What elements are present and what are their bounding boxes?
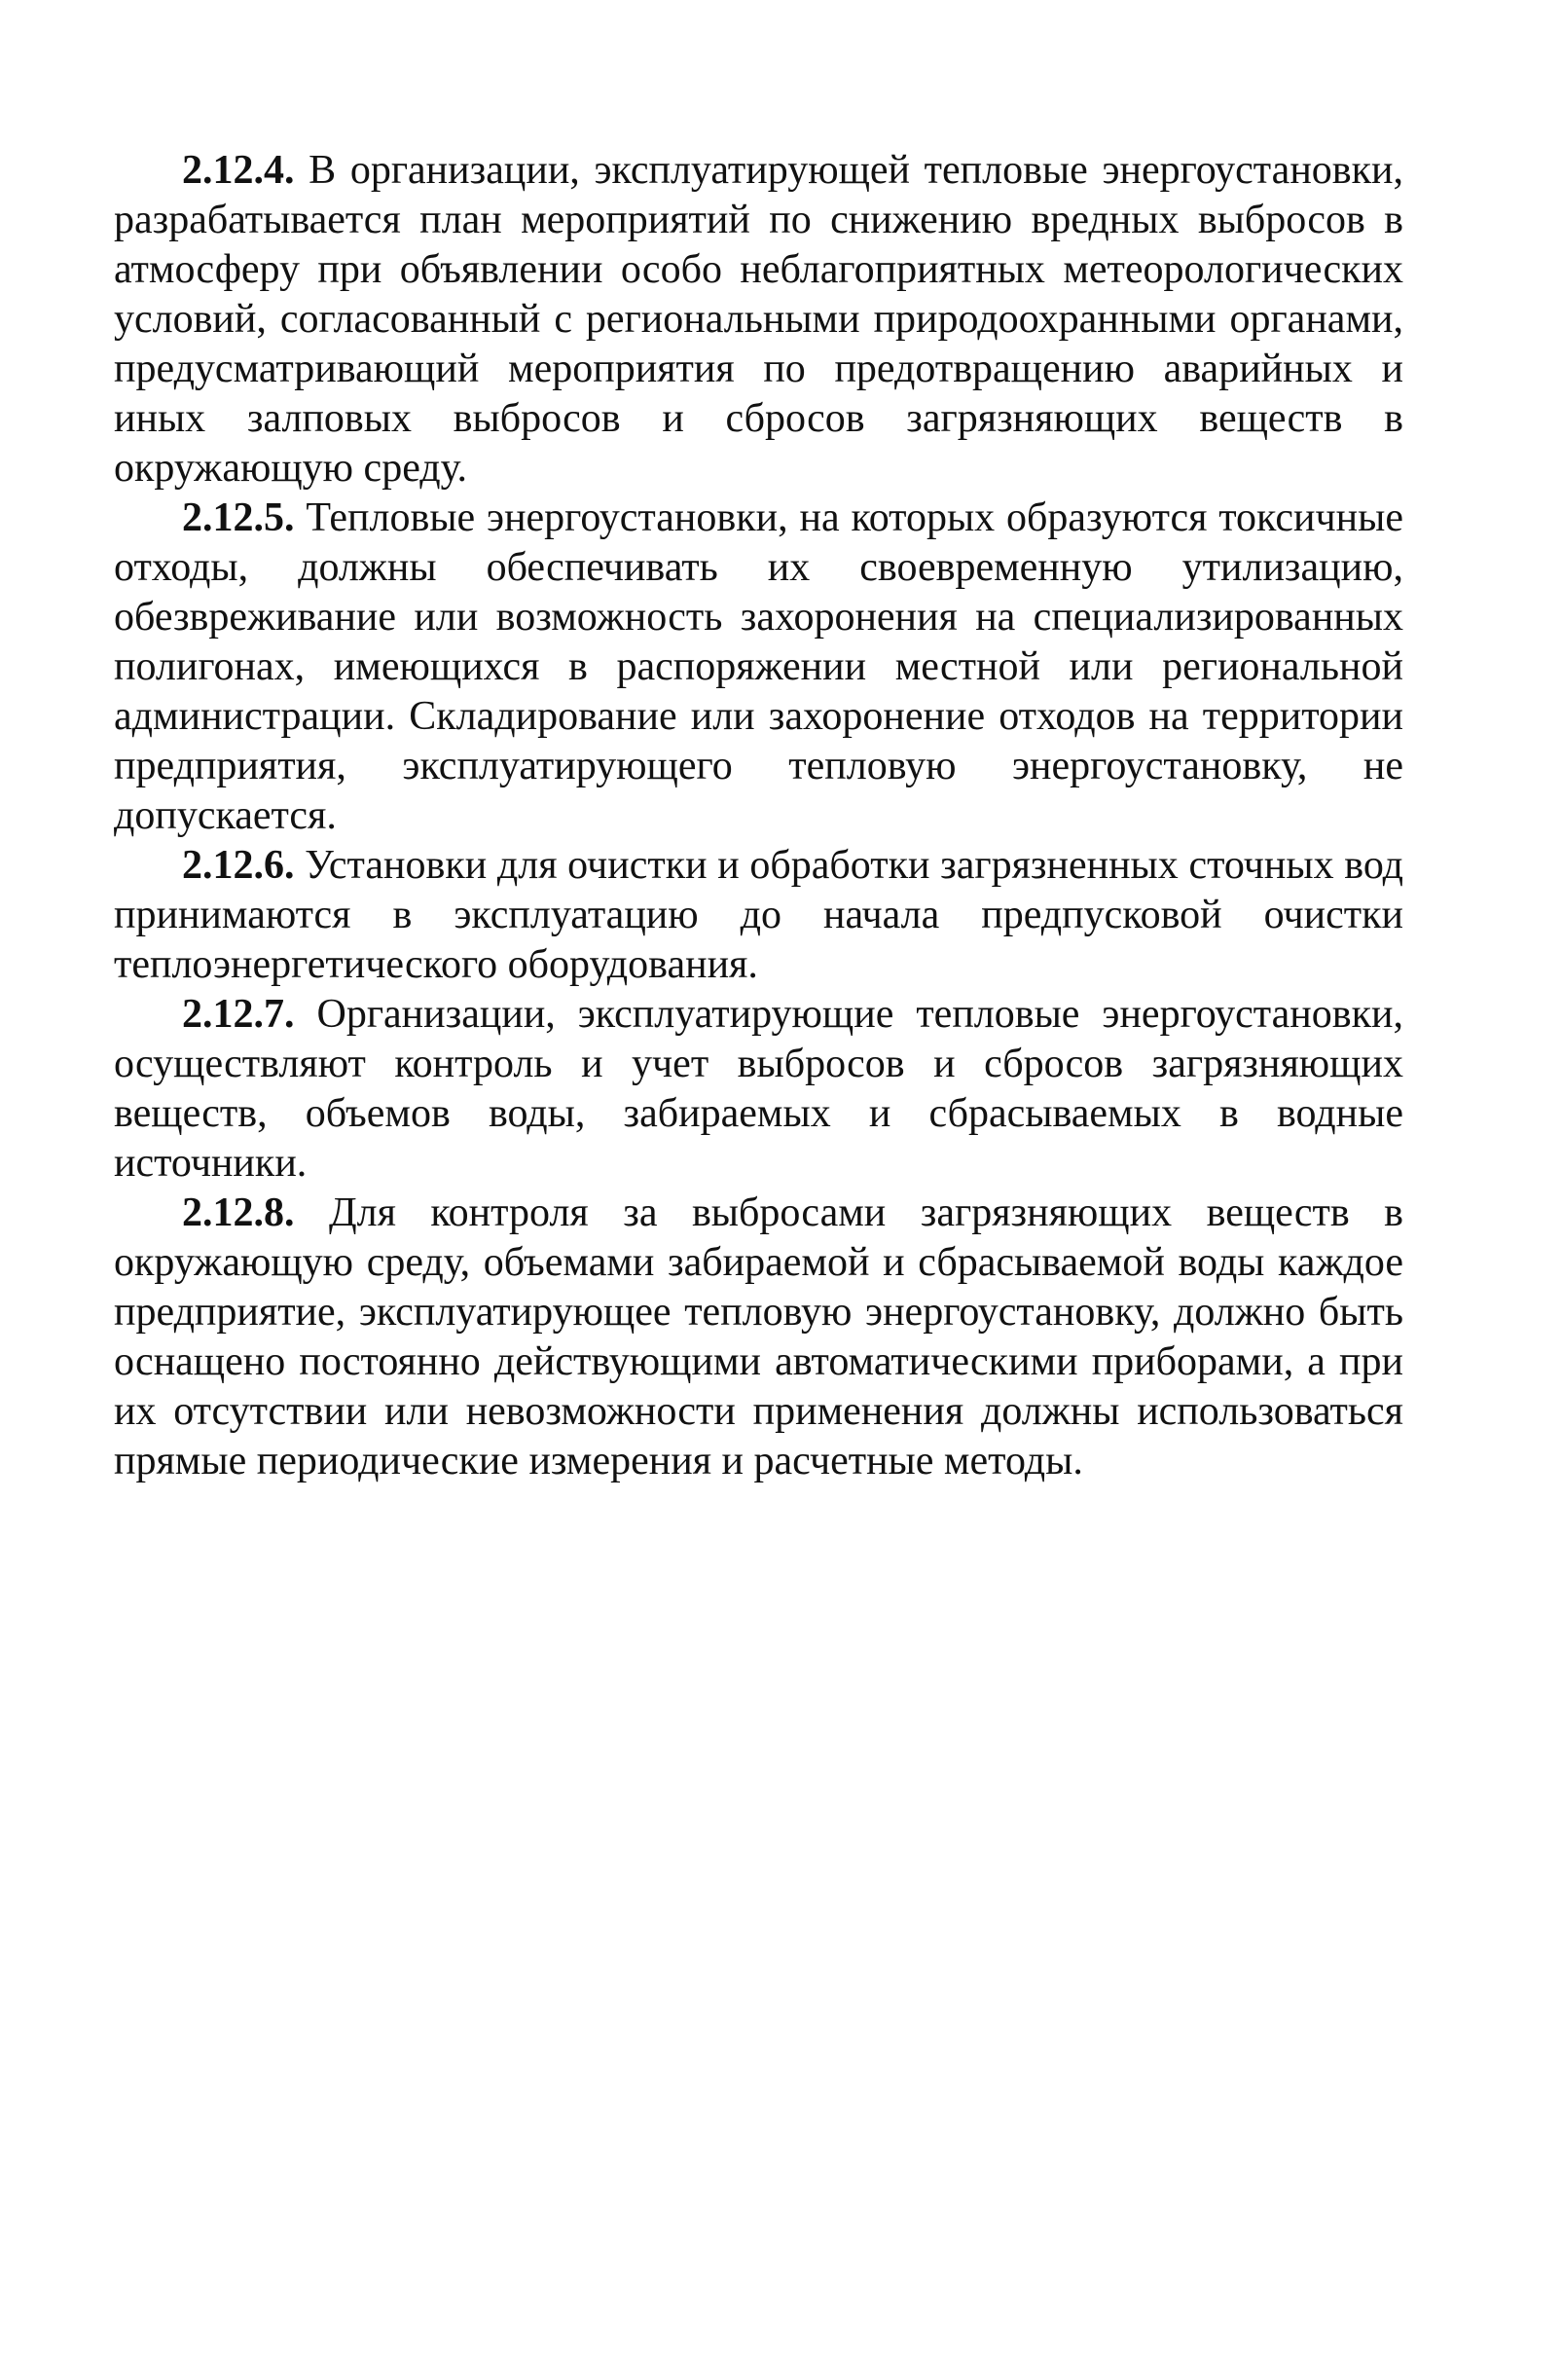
paragraph-2-12-7 [114, 990, 1403, 1189]
paragraph-text: Тепловые энергоустановки, на которых образуются токсичные отходы, должны обеспечивать их своевременную утилизацию, обезвреживание или возможность захоронения на специализированных полигонах, имеющихся в распоряжении местной или региональной администрации. Складирование или захоронение отходов на территории предприятия, эксплуатирующего тепловую энергоустановку, не допускается. [114, 495, 1403, 838]
paragraph-number: 2.12.8. [182, 1190, 295, 1235]
document-text-block [114, 146, 1403, 1486]
paragraph-2-12-5 [114, 494, 1403, 841]
paragraph-number: 2.12.6. [182, 843, 295, 888]
paragraph-number: 2.12.5. [182, 495, 295, 540]
paragraph-2-12-6 [114, 841, 1403, 990]
paragraph-2-12-8 [114, 1189, 1403, 1486]
paragraph-2-12-4 [114, 146, 1403, 494]
paragraph-text: Организации, эксплуатирующие тепловые энергоустановки, осуществляют контроль и учет выбросов и сбросов загрязняющих веществ, объемов воды, забираемых и сбрасываемых в водные источники. [114, 992, 1403, 1186]
paragraph-number: 2.12.7. [182, 992, 295, 1037]
paragraph-text: В организации, эксплуатирующей тепловые энергоустановки, разрабатывается план мероприятий по снижению вредных выбросов в атмосферу при объявлении особо неблагоприятных метеорологических условий, согласованный с региональными природоохранными органами, предусматривающий мероприятия по предотвращению аварийных и иных залповых выбросов и сбросов загрязняющих веществ в окружающую среду. [114, 148, 1404, 491]
paragraph-text: Установки для очистки и обработки загрязненных сточных вод принимаются в эксплуатацию до начала предпусковой очистки теплоэнергетического оборудования. [114, 843, 1403, 987]
paragraph-text: Для контроля за выбросами загрязняющих веществ в окружающую среду, объемами забираемой и сбрасываемой воды каждое предприятие, эксплуатирующее тепловую энергоустановку, должно быть оснащено постоянно действующими автоматическими приборами, а при их отсутствии или невозможности применения должны использоваться прямые периодические измерения и расчетные методы. [114, 1190, 1404, 1483]
paragraph-number: 2.12.4. [182, 148, 295, 193]
